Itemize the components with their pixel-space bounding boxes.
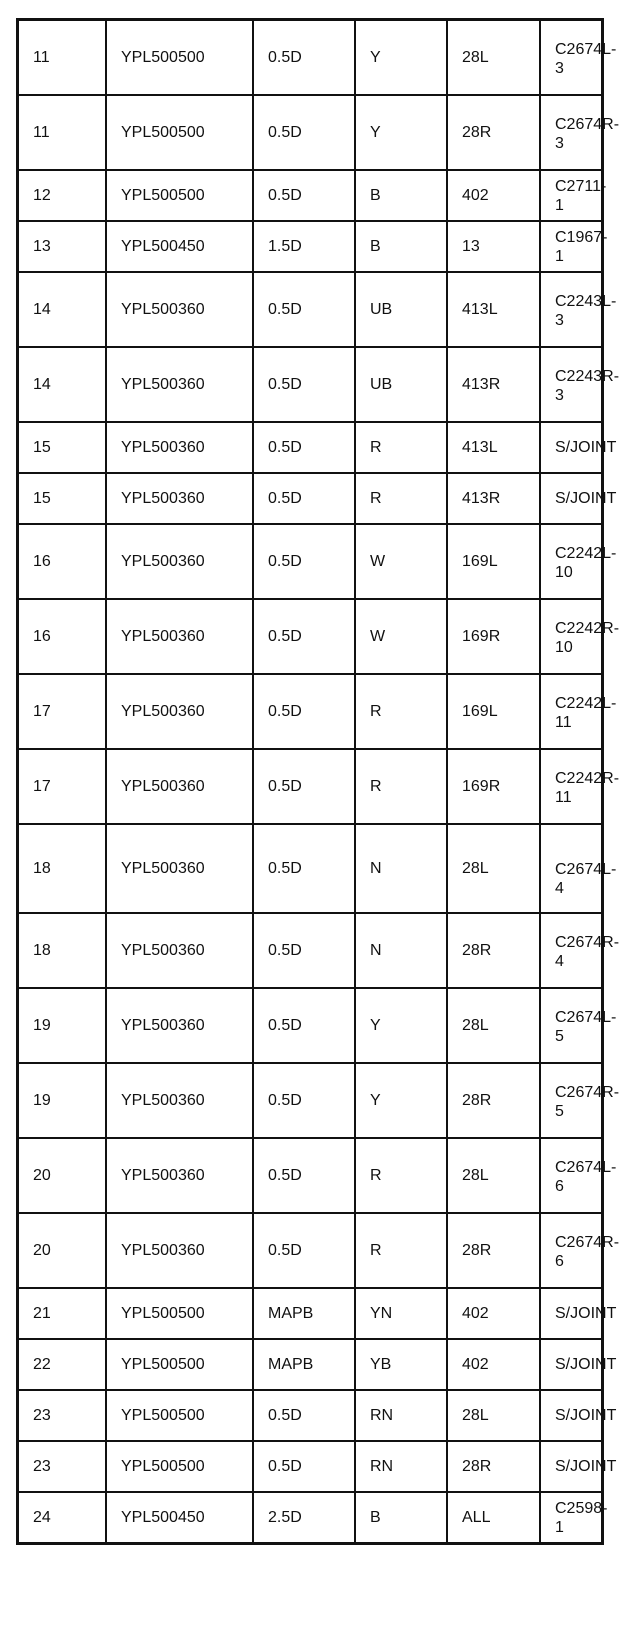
circuit-number-cell: 23 [18, 1390, 107, 1441]
table-row [18, 988, 603, 1063]
terminal-cell: 28L [447, 20, 540, 96]
wire-size-cell: 0.5D [253, 473, 355, 524]
wire-color-cell: B [355, 1492, 447, 1544]
wire-size-cell: 2.5D [253, 1492, 355, 1544]
wire-size-cell: 1.5D [253, 221, 355, 272]
part-number-cell: YPL500360 [106, 599, 253, 674]
circuit-number-cell: 13 [18, 221, 107, 272]
circuit-number-cell: 19 [18, 1063, 107, 1138]
table-row [18, 1288, 603, 1339]
wire-size-cell: 0.5D [253, 422, 355, 473]
wire-color-cell: RN [355, 1390, 447, 1441]
part-number-cell: YPL500360 [106, 1138, 253, 1213]
wire-size-cell: MAPB [253, 1288, 355, 1339]
wire-size-cell: 0.5D [253, 1390, 355, 1441]
terminal-cell: 28R [447, 1213, 540, 1288]
terminal-cell: 28R [447, 1063, 540, 1138]
connector-cell: C2674L- 4 [540, 824, 603, 913]
connector-cell: C2674R- 4 [540, 913, 603, 988]
table-row [18, 20, 603, 96]
wire-color-cell: Y [355, 988, 447, 1063]
part-number-cell: YPL500360 [106, 988, 253, 1063]
circuit-number-cell: 12 [18, 170, 107, 221]
terminal-cell: 402 [447, 1288, 540, 1339]
terminal-cell: 413R [447, 347, 540, 422]
wire-size-cell: 0.5D [253, 674, 355, 749]
connector-cell: C2242L- 11 [540, 674, 603, 749]
part-number-cell: YPL500360 [106, 347, 253, 422]
part-number-cell: YPL500360 [106, 524, 253, 599]
part-number-cell: YPL500500 [106, 1339, 253, 1390]
table-row [18, 422, 603, 473]
table-row [18, 170, 603, 221]
wire-color-cell: R [355, 749, 447, 824]
terminal-cell: ALL [447, 1492, 540, 1544]
circuit-number-cell: 18 [18, 824, 107, 913]
wire-color-cell: UB [355, 272, 447, 347]
wire-color-cell: YB [355, 1339, 447, 1390]
wire-size-cell: 0.5D [253, 824, 355, 913]
table-row [18, 913, 603, 988]
connector-cell: C2674L- 5 [540, 988, 603, 1063]
connector-cell: S/JOINT [540, 422, 603, 473]
circuit-number-cell: 11 [18, 95, 107, 170]
connector-cell: C2674R- 3 [540, 95, 603, 170]
wire-size-cell: 0.5D [253, 272, 355, 347]
wire-color-cell: B [355, 170, 447, 221]
circuit-number-cell: 21 [18, 1288, 107, 1339]
part-number-cell: YPL500360 [106, 674, 253, 749]
wire-size-cell: 0.5D [253, 1441, 355, 1492]
part-number-cell: YPL500360 [106, 422, 253, 473]
table-row [18, 1063, 603, 1138]
connector-cell: C2598-1 [540, 1492, 603, 1544]
circuit-number-cell: 14 [18, 347, 107, 422]
circuit-number-cell: 19 [18, 988, 107, 1063]
terminal-cell: 28R [447, 95, 540, 170]
wire-size-cell: 0.5D [253, 347, 355, 422]
table-row [18, 272, 603, 347]
table-row [18, 1339, 603, 1390]
wire-size-cell: 0.5D [253, 1063, 355, 1138]
table-row [18, 1441, 603, 1492]
connector-cell: S/JOINT [540, 1288, 603, 1339]
wire-color-cell: B [355, 221, 447, 272]
part-number-cell: YPL500360 [106, 473, 253, 524]
table-row [18, 1390, 603, 1441]
wire-color-cell: N [355, 824, 447, 913]
wire-color-cell: UB [355, 347, 447, 422]
terminal-cell: 28L [447, 1390, 540, 1441]
terminal-cell: 413R [447, 473, 540, 524]
terminal-cell: 169R [447, 599, 540, 674]
part-number-cell: YPL500500 [106, 1390, 253, 1441]
wire-color-cell: N [355, 913, 447, 988]
wire-size-cell: 0.5D [253, 1138, 355, 1213]
table-row [18, 674, 603, 749]
wire-color-cell: YN [355, 1288, 447, 1339]
connector-cell: C1967-1 [540, 221, 603, 272]
terminal-cell: 169L [447, 674, 540, 749]
wire-size-cell: 0.5D [253, 95, 355, 170]
wire-color-cell: Y [355, 95, 447, 170]
wire-color-cell: R [355, 473, 447, 524]
table-row [18, 95, 603, 170]
connector-cell: C2674L- 6 [540, 1138, 603, 1213]
table-row [18, 221, 603, 272]
terminal-cell: 28L [447, 824, 540, 913]
wire-size-cell: 0.5D [253, 599, 355, 674]
terminal-cell: 28R [447, 1441, 540, 1492]
connector-cell: S/JOINT [540, 473, 603, 524]
table-row [18, 524, 603, 599]
wiring-table-body [18, 20, 620, 1544]
connector-cell: C2674R- 5 [540, 1063, 603, 1138]
wire-color-cell: RN [355, 1441, 447, 1492]
terminal-cell: 402 [447, 170, 540, 221]
terminal-cell: 169R [447, 749, 540, 824]
part-number-cell: YPL500360 [106, 913, 253, 988]
part-number-cell: YPL500450 [106, 1492, 253, 1544]
circuit-number-cell: 20 [18, 1213, 107, 1288]
connector-cell: C2674L- 3 [540, 20, 603, 96]
part-number-cell: YPL500450 [106, 221, 253, 272]
circuit-number-cell: 24 [18, 1492, 107, 1544]
wire-color-cell: R [355, 674, 447, 749]
table-row [18, 824, 603, 913]
circuit-number-cell: 16 [18, 524, 107, 599]
connector-cell: S/JOINT [540, 1390, 603, 1441]
wire-size-cell: 0.5D [253, 988, 355, 1063]
circuit-number-cell: 15 [18, 422, 107, 473]
circuit-number-cell: 20 [18, 1138, 107, 1213]
connector-cell: C2711-1 [540, 170, 603, 221]
connector-cell: C2243R- 3 [540, 347, 603, 422]
wire-size-cell: 0.5D [253, 20, 355, 96]
table-row [18, 473, 603, 524]
wire-size-cell: 0.5D [253, 913, 355, 988]
part-number-cell: YPL500360 [106, 749, 253, 824]
circuit-number-cell: 15 [18, 473, 107, 524]
wire-size-cell: MAPB [253, 1339, 355, 1390]
wire-color-cell: Y [355, 20, 447, 96]
part-number-cell: YPL500500 [106, 1441, 253, 1492]
table-row [18, 1492, 603, 1544]
wire-color-cell: R [355, 1138, 447, 1213]
part-number-cell: YPL500360 [106, 1213, 253, 1288]
part-number-cell: YPL500500 [106, 95, 253, 170]
circuit-number-cell: 16 [18, 599, 107, 674]
circuit-number-cell: 17 [18, 749, 107, 824]
wire-color-cell: Y [355, 1063, 447, 1138]
part-number-cell: YPL500360 [106, 1063, 253, 1138]
wire-size-cell: 0.5D [253, 170, 355, 221]
circuit-number-cell: 23 [18, 1441, 107, 1492]
connector-cell: C2242L- 10 [540, 524, 603, 599]
wiring-table-page [16, 18, 620, 1618]
terminal-cell: 28L [447, 1138, 540, 1213]
terminal-cell: 402 [447, 1339, 540, 1390]
wire-size-cell: 0.5D [253, 1213, 355, 1288]
connector-cell: S/JOINT [540, 1441, 603, 1492]
terminal-cell: 28R [447, 913, 540, 988]
connector-cell: S/JOINT [540, 1339, 603, 1390]
part-number-cell: YPL500500 [106, 20, 253, 96]
connector-cell: C2242R- 11 [540, 749, 603, 824]
circuit-number-cell: 11 [18, 20, 107, 96]
circuit-number-cell: 14 [18, 272, 107, 347]
circuit-number-cell: 22 [18, 1339, 107, 1390]
table-row [18, 749, 603, 824]
wire-size-cell: 0.5D [253, 524, 355, 599]
circuit-number-cell: 18 [18, 913, 107, 988]
connector-cell: C2243L- 3 [540, 272, 603, 347]
terminal-cell: 13 [447, 221, 540, 272]
circuit-number-cell: 17 [18, 674, 107, 749]
table-row [18, 347, 603, 422]
part-number-cell: YPL500360 [106, 824, 253, 913]
wire-size-cell: 0.5D [253, 749, 355, 824]
connector-cell: C2674R- 6 [540, 1213, 603, 1288]
wire-color-cell: W [355, 599, 447, 674]
wire-color-cell: R [355, 1213, 447, 1288]
table-row [18, 1138, 603, 1213]
wire-color-cell: R [355, 422, 447, 473]
wire-color-cell: W [355, 524, 447, 599]
terminal-cell: 169L [447, 524, 540, 599]
table-row [18, 599, 603, 674]
part-number-cell: YPL500360 [106, 272, 253, 347]
part-number-cell: YPL500500 [106, 170, 253, 221]
connector-cell: C2242R- 10 [540, 599, 603, 674]
part-number-cell: YPL500500 [106, 1288, 253, 1339]
terminal-cell: 413L [447, 272, 540, 347]
terminal-cell: 28L [447, 988, 540, 1063]
terminal-cell: 413L [447, 422, 540, 473]
wiring-table [16, 18, 620, 1545]
table-row [18, 1213, 603, 1288]
